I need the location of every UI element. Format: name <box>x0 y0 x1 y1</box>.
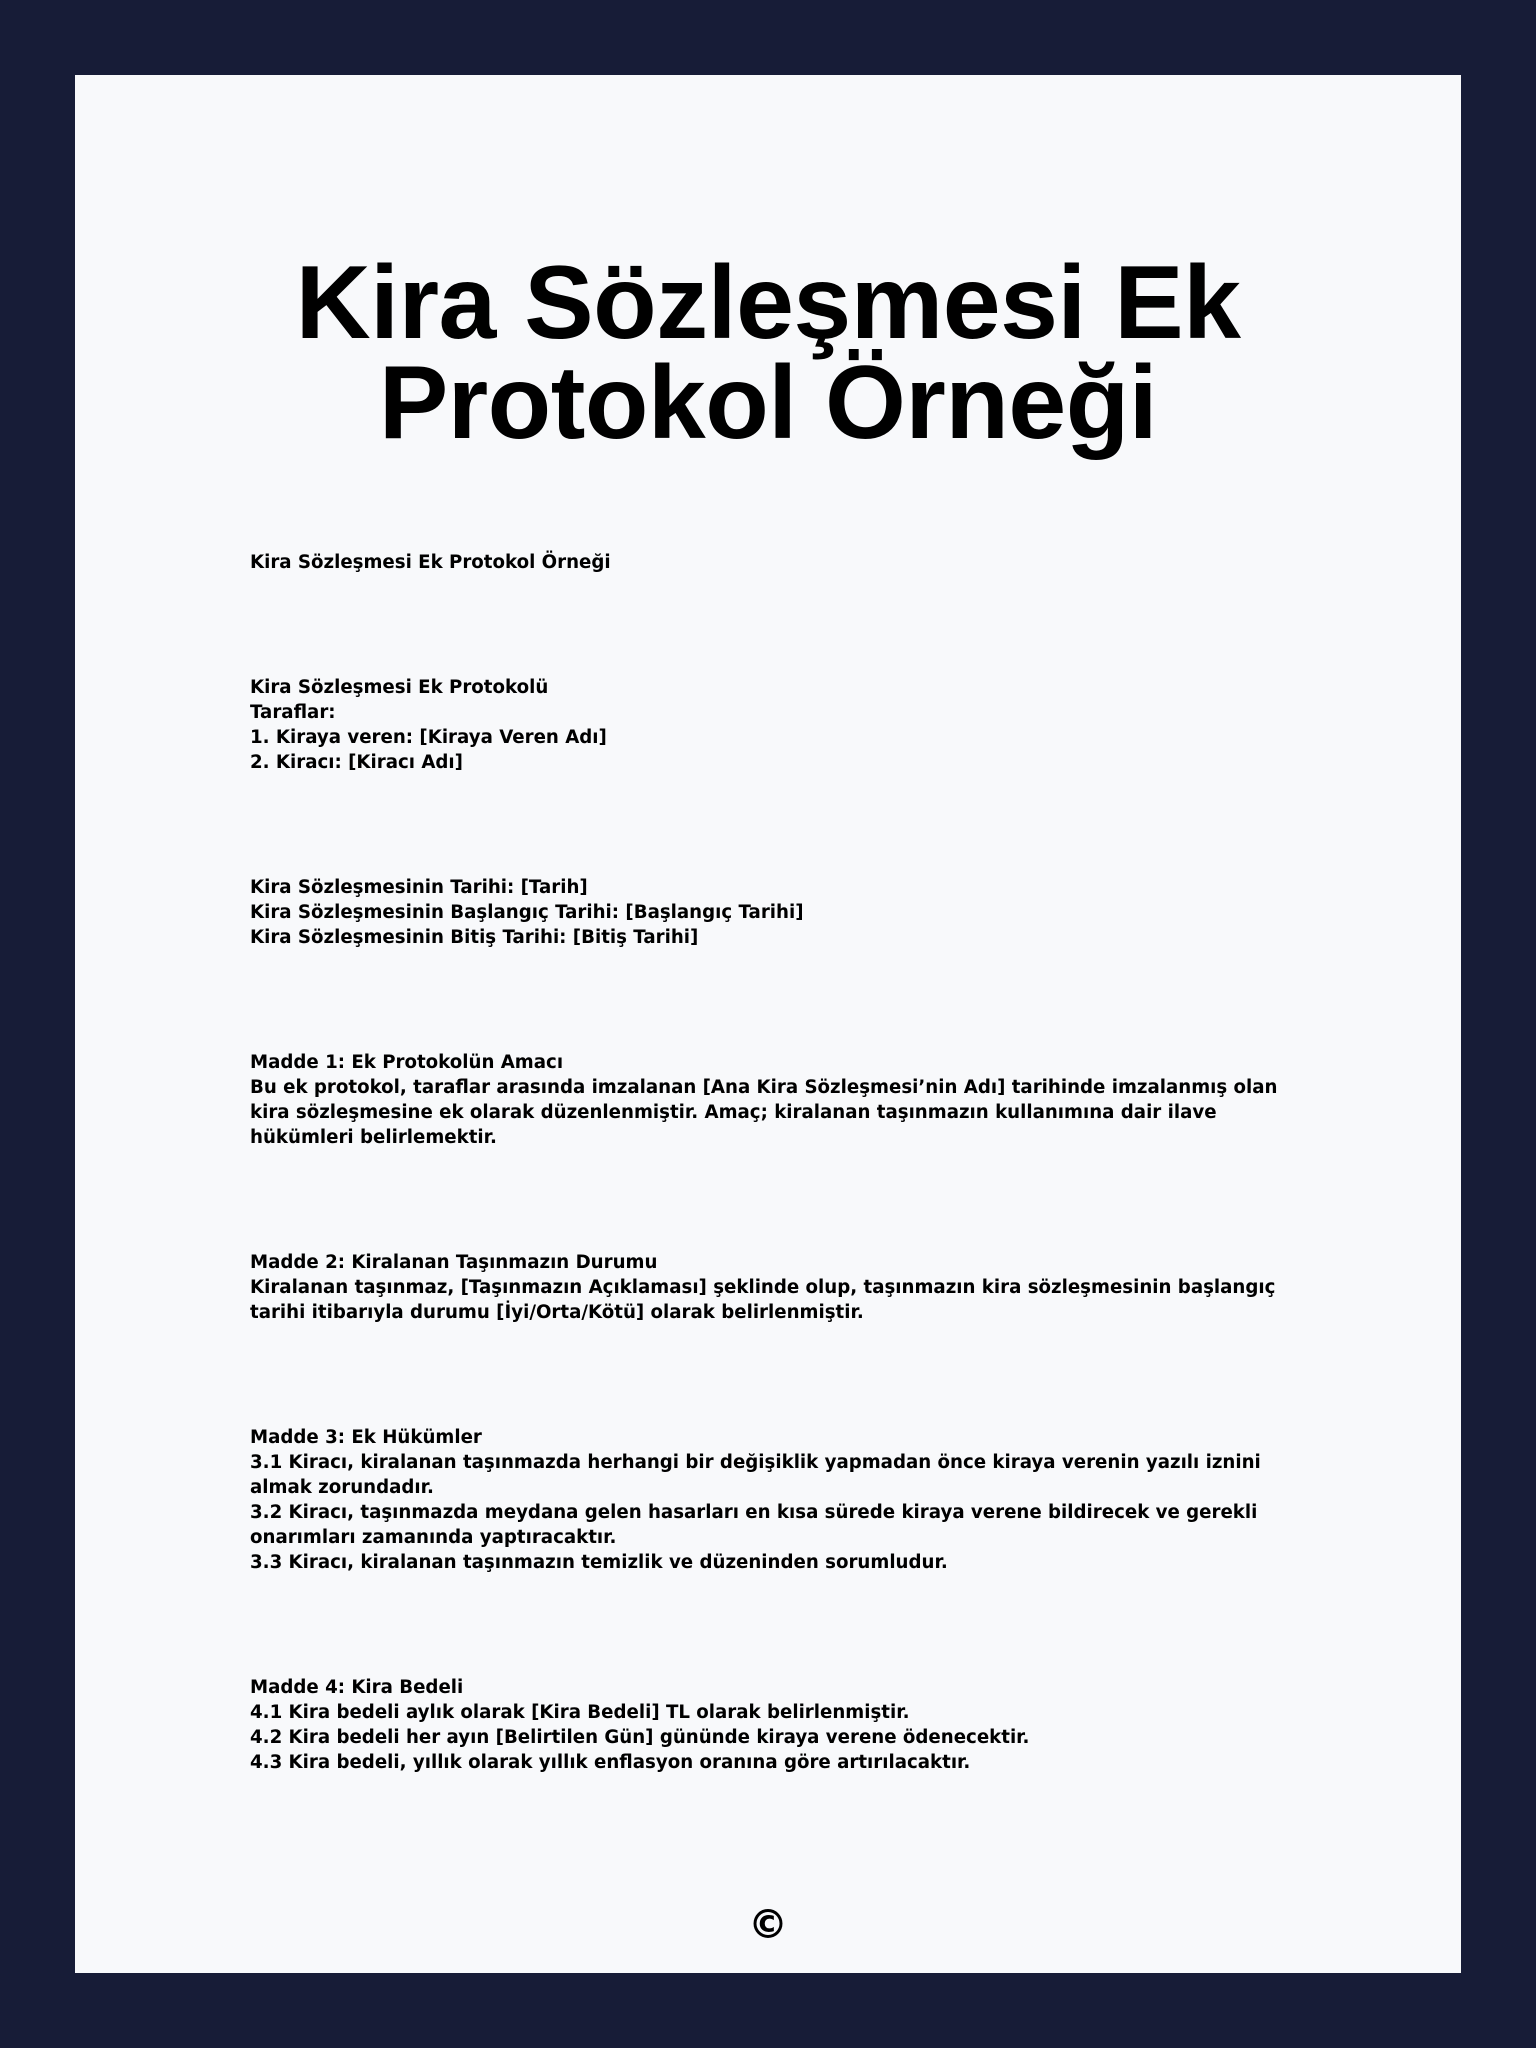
article-4-item: 4.3 Kira bedeli, yıllık olarak yıllık enflasyon oranına göre artırılacaktır. <box>250 1752 971 1773</box>
article-4-heading: Madde 4: Kira Bedeli <box>250 1677 464 1698</box>
article-2-heading: Madde 2: Kiralanan Taşınmazın Durumu <box>250 1252 658 1273</box>
document-subtitle <box>250 550 1350 575</box>
article-4-item: 4.1 Kira bedeli aylık olarak [Kira Bedeli] TL olarak belirlenmiştir. <box>250 1702 910 1723</box>
dates-section <box>250 875 1350 950</box>
parties-label: Taraflar: <box>250 702 336 723</box>
document-page <box>75 75 1461 1973</box>
end-date-line: Kira Sözleşmesinin Bitiş Tarihi: [Bitiş Tarihi] <box>250 927 699 948</box>
page-title: Kira Sözleşmesi Ek Protokol Örneği <box>295 245 1241 461</box>
article-3 <box>250 1425 1290 1575</box>
article-3-heading: Madde 3: Ek Hükümler <box>250 1427 482 1448</box>
article-1 <box>250 1050 1290 1150</box>
parties-heading: Kira Sözleşmesi Ek Protokolü <box>250 677 549 698</box>
start-date-line: Kira Sözleşmesinin Başlangıç Tarihi: [Başlangıç Tarihi] <box>250 902 804 923</box>
article-3-item: 3.1 Kiracı, kiralanan taşınmazda herhangi bir değişiklik yapmadan önce kiraya verenin yazılı iznini almak zorundadır. <box>250 1452 1261 1498</box>
article-4 <box>250 1675 1290 1775</box>
copyright-icon: © <box>748 1902 788 1948</box>
article-2-text: Kiralanan taşınmaz, [Taşınmazın Açıklaması] şeklinde olup, taşınmazın kira sözleşmesinin başlangıç tarihi itibarıyla durumu [İyi/Orta/Kötü] olarak belirlenmiştir. <box>250 1277 1276 1323</box>
parties-section <box>250 675 1350 775</box>
tenant-line: 2. Kiracı: [Kiracı Adı] <box>250 752 463 773</box>
article-4-item: 4.2 Kira bedeli her ayın [Belirtilen Gün] gününde kiraya verene ödenecektir. <box>250 1727 1030 1748</box>
article-3-item: 3.2 Kiracı, taşınmazda meydana gelen hasarları en kısa sürede kiraya verene bildirecek ve gerekli onarımları zamanında yaptıracaktır. <box>250 1502 1258 1548</box>
article-1-heading: Madde 1: Ek Protokolün Amacı <box>250 1052 564 1073</box>
landlord-line: 1. Kiraya veren: [Kiraya Veren Adı] <box>250 727 607 748</box>
contract-date-line: Kira Sözleşmesinin Tarihi: [Tarih] <box>250 877 588 898</box>
article-2 <box>250 1250 1290 1325</box>
article-3-item: 3.3 Kiracı, kiralanan taşınmazın temizlik ve düzeninden sorumludur. <box>250 1552 948 1573</box>
subtitle-text: Kira Sözleşmesi Ek Protokol Örneği <box>250 552 611 573</box>
article-1-text: Bu ek protokol, taraflar arasında imzalanan [Ana Kira Sözleşmesi’nin Adı] tarihinde imzalanmış olan kira sözleşmesine ek olarak düzenlenmiştir. Amaç; kiralanan taşınmazın kullanımına dair ilave hükümleri belirlemektir. <box>250 1077 1278 1148</box>
